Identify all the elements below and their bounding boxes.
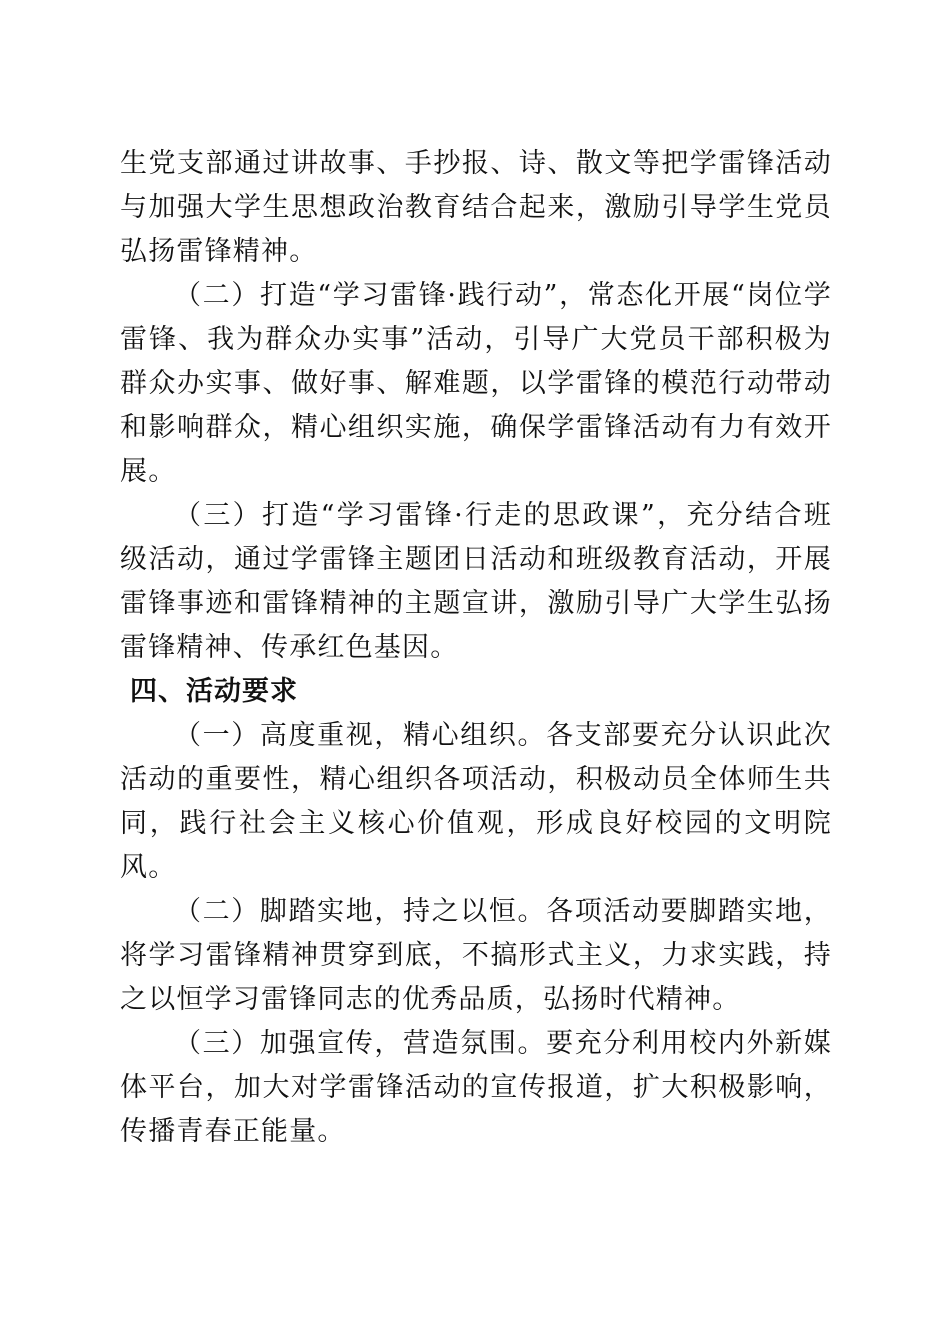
activity-item-3: （三）打造“学习雷锋·行走的思政课”，充分结合班级活动，通过学雷锋主题团日活动和班级教育活动，开展雷锋事迹和雷锋精神的主题宣讲，激励引导广大学生弘扬雷锋精神、传承红色基因。	[120, 500, 832, 663]
section-heading: 四、活动要求	[130, 676, 298, 707]
requirement-item-2: （二）脚踏实地，持之以恒。各项活动要脚踏实地，将学习雷锋精神贯穿到底，不搞形式主义，力求实践，持之以恒学习雷锋同志的优秀品质，弘扬时代精神。	[120, 896, 832, 1015]
paragraph-continued: 生党支部通过讲故事、手抄报、诗、散文等把学雷锋活动与加强大学生思想政治教育结合起来，激励引导学生党员弘扬雷锋精神。	[120, 148, 832, 267]
document-body	[120, 142, 832, 1154]
activity-item-2: （二）打造“学习雷锋·践行动”，常态化开展“岗位学雷锋、我为群众办实事”活动，引导广大党员干部积极为群众办实事、做好事、解难题，以学雷锋的模范行动带动和影响群众，精心组织实施，确保学雷锋活动有力有效开展。	[120, 280, 832, 487]
requirement-item-1: （一）高度重视，精心组织。各支部要充分认识此次活动的重要性，精心组织各项活动，积极动员全体师生共同，践行社会主义核心价值观，形成良好校园的文明院风。	[120, 720, 832, 883]
requirement-item-3: （三）加强宣传，营造氛围。要充分利用校内外新媒体平台，加大对学雷锋活动的宣传报道，扩大积极影响，传播青春正能量。	[120, 1028, 832, 1147]
